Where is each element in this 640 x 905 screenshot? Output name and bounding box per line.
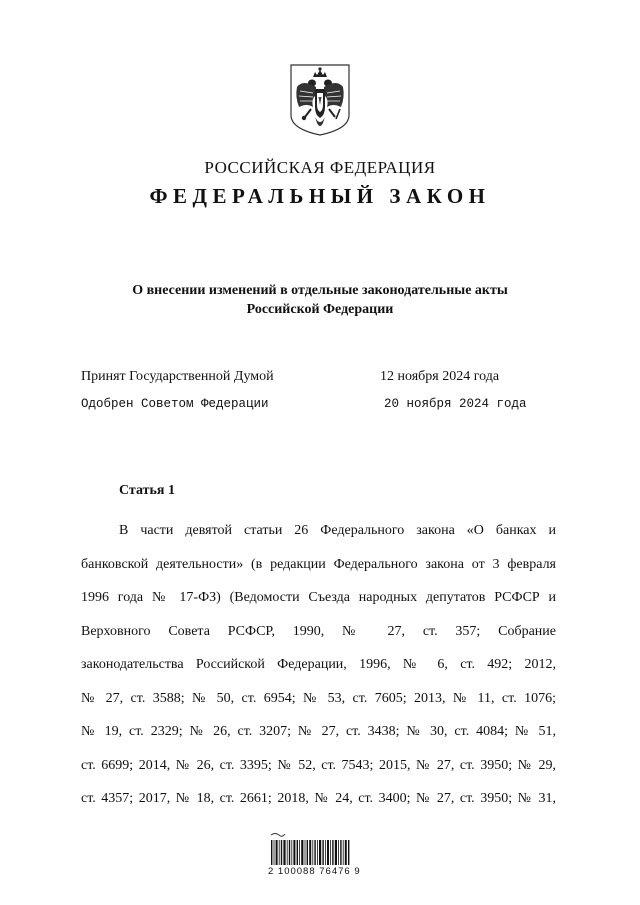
law-subject (100, 281, 540, 319)
body-line: 1996 года № 17-ФЗ) (Ведомости Съезда народных депутатов РСФСР и (81, 590, 556, 605)
council-approval-date: 20 ноября 2024 года (384, 397, 527, 411)
coat-of-arms-icon (289, 63, 351, 137)
body-line: ст. 4357; 2017, № 18, ст. 2661; 2018, № 24, ст. 3400; № 27, ст. 3950; № 31, (81, 791, 556, 806)
body-line: Верховного Совета РСФСР, 1990, № 27, ст. 357; Собрание (81, 623, 556, 639)
duma-adoption-label: Принят Государственной Думой (81, 369, 274, 384)
duma-adoption-date: 12 ноября 2024 года (380, 369, 500, 384)
barcode-number: 2 100088 76476 9 (268, 866, 361, 877)
body-line: № 19, ст. 2329; № 26, ст. 3207; № 27, ст. 3438; № 30, ст. 4084; № 51, (81, 724, 556, 739)
country-name: РОССИЙСКАЯ ФЕДЕРАЦИЯ (204, 158, 436, 177)
body-line: В части девятой статьи 26 Федерального закона «О банках и (119, 523, 556, 538)
article-heading: Статья 1 (119, 483, 175, 498)
body-line: ст. 6699; 2014, № 26, ст. 3395; № 52, ст. 7543; 2015, № 27, ст. 3950; № 29, (81, 757, 556, 773)
law-subject-line: О внесении изменений в отдельные законодательные акты (132, 283, 508, 298)
body-line: № 27, ст. 3588; № 50, ст. 6954; № 53, ст. 7605; 2013, № 11, ст. 1076; (81, 690, 556, 706)
body-line: законодательства Российской Федерации, 1996, № 6, ст. 492; 2012, (81, 657, 556, 672)
body-line: банковской деятельности» (в редакции Федерального закона от 3 февраля (81, 556, 556, 572)
council-approval-label: Одобрен Советом Федерации (81, 397, 269, 411)
law-subject-line: Российской Федерации (246, 302, 394, 317)
document-type-title: ФЕДЕРАЛЬНЫЙ ЗАКОН (149, 184, 491, 208)
article-body (81, 514, 556, 816)
